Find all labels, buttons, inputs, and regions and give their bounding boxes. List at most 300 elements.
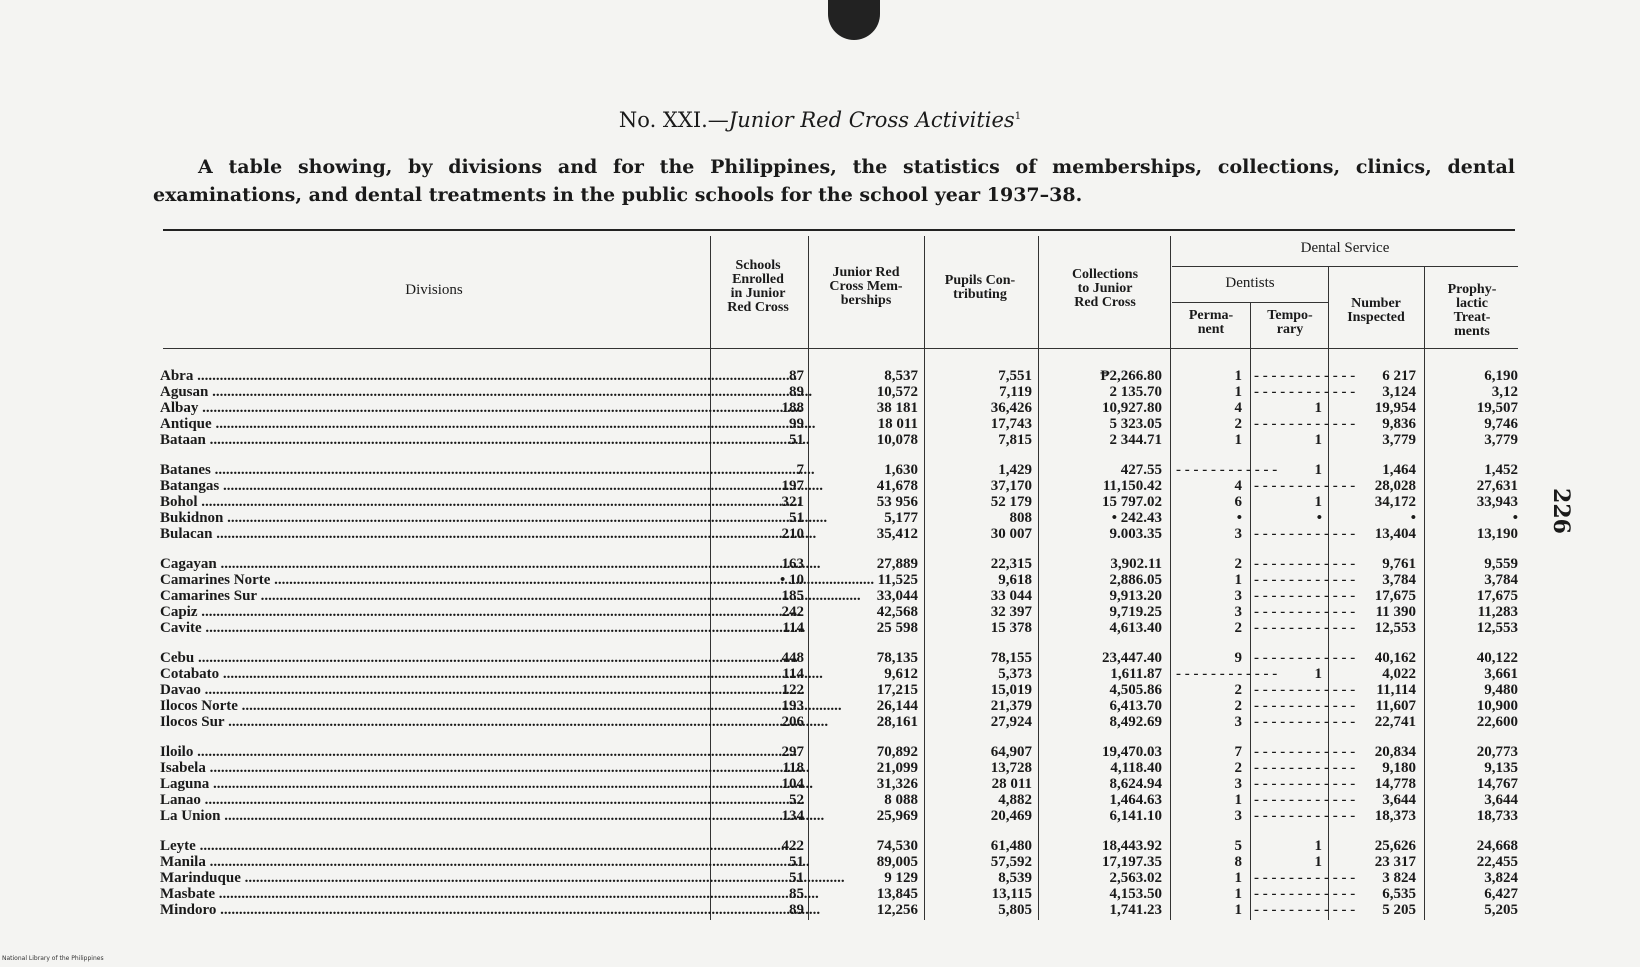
header-prophylactic-line: Prophy-	[1447, 282, 1497, 297]
table-row	[160, 792, 1530, 808]
cell-m: 11,525	[877, 572, 918, 588]
intro-paragraph: A table showing, by divisions and for the Philippines, the statistics of memberships, collections, clinics, dental examinations, and dental treatments in the public schools for the school year 1937–38.	[153, 156, 1515, 206]
division-name: Davao .....	[160, 682, 708, 698]
cell-p: 1,429	[998, 462, 1032, 478]
cell-pe: 8	[1234, 854, 1242, 870]
cell-t: 22,600	[1476, 714, 1518, 730]
cell-t: 12,553	[1476, 620, 1518, 636]
division-name: Leyte .....	[160, 838, 708, 854]
cell-pe: 6	[1234, 494, 1242, 510]
cell-i: 18,373	[1374, 808, 1416, 824]
table-row	[160, 838, 1530, 854]
cell-pe: 1	[1234, 384, 1242, 400]
header-permanent-line: nent	[1197, 322, 1225, 337]
empty-cell-leader: - - - - - - - - - - - -	[1254, 902, 1356, 918]
table-row	[160, 556, 1530, 572]
cell-c: 6,141.10	[1109, 808, 1162, 824]
cell-p: 30 007	[990, 526, 1032, 542]
cell-m: 89,005	[876, 854, 918, 870]
empty-cell-leader: - - - - - - - - - - - -	[1176, 666, 1278, 682]
cell-m: 25,969	[876, 808, 918, 824]
table-row	[160, 808, 1530, 824]
empty-cell-leader: - - - - - - - - - - - -	[1254, 526, 1356, 542]
cell-i: 17,675	[1374, 588, 1416, 604]
table-title	[0, 108, 1640, 132]
empty-cell-leader: - - - - - - - - - - - -	[1254, 792, 1356, 808]
cell-m: 12,256	[876, 902, 918, 918]
cell-s: 197	[781, 478, 804, 494]
table-row	[160, 384, 1530, 400]
division-name: Manila .....	[160, 854, 708, 870]
cell-s: 104	[781, 776, 804, 792]
table-row	[160, 432, 1530, 448]
empty-cell-leader: - - - - - - - - - - - -	[1176, 462, 1278, 478]
empty-cell-leader: - - - - - - - - - - - -	[1254, 368, 1356, 384]
cell-te: 1	[1314, 462, 1322, 478]
table-body	[160, 368, 1530, 932]
header-collections-line: Red Cross	[1074, 295, 1136, 310]
header-memberships-line: berships	[840, 293, 892, 308]
division-name: Laguna .....	[160, 776, 708, 792]
cell-p: 32 397	[990, 604, 1032, 620]
table-row	[160, 666, 1530, 682]
cell-i: 19,954	[1374, 400, 1416, 416]
cell-i: 40,162	[1374, 650, 1416, 666]
cell-c: 10,927.80	[1102, 400, 1162, 416]
cell-t: 20,773	[1476, 744, 1518, 760]
division-name: Batanes .....	[160, 462, 708, 478]
header-temporary-line: rary	[1276, 322, 1304, 337]
table-row	[160, 588, 1530, 604]
division-name: Cebu .....	[160, 650, 708, 666]
cell-i: 6,535	[1382, 886, 1416, 902]
row-group	[160, 368, 1530, 448]
cell-t: 11,283	[1477, 604, 1518, 620]
cell-p: 36,426	[990, 400, 1032, 416]
cell-s: 134	[781, 808, 804, 824]
cell-pe: 1	[1234, 886, 1242, 902]
cell-p: 27,924	[990, 714, 1032, 730]
cell-i: 34,172	[1374, 494, 1416, 510]
cell-s: 51	[789, 432, 804, 448]
division-name: Agusan .....	[160, 384, 708, 400]
table-row	[160, 620, 1530, 636]
header-temporary-line: Tempo-	[1267, 308, 1313, 323]
cell-p: 22,315	[990, 556, 1032, 572]
cell-m: 28,161	[876, 714, 918, 730]
cell-i: 11,607	[1375, 698, 1416, 714]
cell-m: 5,177	[884, 510, 918, 526]
table-row	[160, 494, 1530, 510]
cell-m: 78,135	[876, 650, 918, 666]
division-name: Albay .....	[160, 400, 708, 416]
header-permanent	[1174, 309, 1248, 337]
table-row	[160, 776, 1530, 792]
cell-i: 3,124	[1382, 384, 1416, 400]
cell-t: 3,824	[1484, 870, 1518, 886]
cell-p: 28 011	[991, 776, 1032, 792]
cell-p: 61,480	[990, 838, 1032, 854]
cell-pe: 1	[1234, 368, 1242, 384]
cell-m: 42,568	[876, 604, 918, 620]
cell-m: 17,215	[876, 682, 918, 698]
cell-m: 70,892	[876, 744, 918, 760]
cell-pe: 3	[1234, 714, 1242, 730]
cell-i: 20,834	[1374, 744, 1416, 760]
cell-c: 1,611.87	[1110, 666, 1162, 682]
cell-c: 19,470.03	[1102, 744, 1162, 760]
division-name: Bohol .....	[160, 494, 708, 510]
cell-m: 8 088	[884, 792, 918, 808]
cell-pe: 2	[1234, 556, 1242, 572]
cell-s: 206	[781, 714, 804, 730]
cell-s: 99	[789, 416, 804, 432]
cell-s: 242	[781, 604, 804, 620]
cell-c: 4,153.50	[1109, 886, 1162, 902]
header-prophylactic-line: lactic	[1456, 296, 1488, 311]
empty-cell-leader: - - - - - - - - - - - -	[1254, 650, 1356, 666]
cell-i: 6 217	[1382, 368, 1416, 384]
cell-t: 3,784	[1484, 572, 1518, 588]
header-collections	[1040, 268, 1170, 310]
table-row	[160, 478, 1530, 494]
cell-te: 1	[1314, 666, 1322, 682]
cell-te: 1	[1314, 400, 1322, 416]
table-row	[160, 760, 1530, 776]
cell-t: 18,733	[1476, 808, 1518, 824]
cell-t: 13,190	[1476, 526, 1518, 542]
cell-s: 185	[781, 588, 804, 604]
table-row	[160, 744, 1530, 760]
table-row	[160, 870, 1530, 886]
page-number: 226	[1547, 488, 1574, 534]
cell-p: 9,618	[998, 572, 1032, 588]
cell-c: 15 797.02	[1102, 494, 1162, 510]
cell-pe: 1	[1234, 572, 1242, 588]
cell-c: 4,118.40	[1110, 760, 1162, 776]
cell-p: 78,155	[990, 650, 1032, 666]
cell-s: 89	[789, 384, 804, 400]
cell-t: 3,12	[1491, 384, 1518, 400]
cell-i: •	[1410, 510, 1416, 526]
cell-t: •	[1512, 510, 1518, 526]
division-name: Marinduque .....	[160, 870, 708, 886]
empty-cell-leader: - - - - - - - - - - - -	[1254, 776, 1356, 792]
division-name: Ilocos Norte .....	[160, 698, 708, 714]
row-group	[160, 650, 1530, 730]
cell-s: 297	[781, 744, 804, 760]
header-rule	[1172, 266, 1518, 267]
empty-cell-leader: - - - - - - - - - - - -	[1254, 714, 1356, 730]
empty-cell-leader: - - - - - - - - - - - -	[1254, 384, 1356, 400]
header-collections-line: to Junior	[1077, 281, 1133, 296]
cell-s: 210	[781, 526, 804, 542]
division-name: Antique .....	[160, 416, 708, 432]
cell-t: 10,900	[1476, 698, 1518, 714]
cell-pe: 1	[1234, 432, 1242, 448]
cell-s: 51	[789, 854, 804, 870]
cell-s: 51	[789, 870, 804, 886]
row-group	[160, 838, 1530, 918]
empty-cell-leader: - - - - - - - - - - - -	[1254, 870, 1356, 886]
cell-te: 1	[1314, 838, 1322, 854]
cell-m: 9,612	[884, 666, 918, 682]
cell-c: 427.55	[1120, 462, 1162, 478]
division-name: Mindoro .....	[160, 902, 708, 918]
cell-p: 7,815	[998, 432, 1032, 448]
cell-p: 20,469	[990, 808, 1032, 824]
cell-t: 9,480	[1484, 682, 1518, 698]
cell-t: 9,559	[1484, 556, 1518, 572]
empty-cell-leader: - - - - - - - - - - - -	[1254, 682, 1356, 698]
cell-p: 7,119	[999, 384, 1032, 400]
footer-credit: National Library of the Philippines	[2, 955, 104, 962]
cell-c: 3,902.11	[1110, 556, 1162, 572]
cell-m: 8,537	[884, 368, 918, 384]
cell-t: 6,190	[1484, 368, 1518, 384]
division-name: La Union .....	[160, 808, 708, 824]
header-dentists: Dentists	[1225, 275, 1275, 291]
header-permanent-line: Perma-	[1188, 308, 1234, 323]
cell-m: 35,412	[876, 526, 918, 542]
header-divisions: Divisions	[405, 282, 463, 298]
division-name: Camarines Sur .....	[160, 588, 708, 604]
cell-t: 3,779	[1484, 432, 1518, 448]
cell-c: 9.003.35	[1109, 526, 1162, 542]
cell-s: 422	[781, 838, 804, 854]
cell-i: 13,404	[1374, 526, 1416, 542]
cell-s: 114	[782, 620, 804, 636]
title-prefix: No. XXI.—	[618, 108, 729, 132]
header-prophylactic-line: ments	[1454, 324, 1490, 339]
cell-p: 13,115	[991, 886, 1032, 902]
header-schools	[712, 259, 804, 315]
cell-pe: 3	[1234, 776, 1242, 792]
cell-pe: 9	[1234, 650, 1242, 666]
cell-p: 21,379	[990, 698, 1032, 714]
cell-p: 5,373	[998, 666, 1032, 682]
division-name: Abra .....	[160, 368, 708, 384]
division-name: Cavite .....	[160, 620, 708, 636]
division-name: Batangas .....	[160, 478, 708, 494]
header-schools-line: Schools	[735, 258, 781, 273]
cell-m: 38 181	[876, 400, 918, 416]
cell-pe: 3	[1234, 526, 1242, 542]
cell-t: 9,746	[1484, 416, 1518, 432]
row-group	[160, 556, 1530, 636]
cell-pe: 2	[1234, 682, 1242, 698]
empty-cell-leader: - - - - - - - - - - - -	[1254, 698, 1356, 714]
division-name: Bataan .....	[160, 432, 708, 448]
header-memberships-line: Junior Red	[832, 265, 900, 280]
cell-m: 9 129	[884, 870, 918, 886]
cell-i: 1,464	[1382, 462, 1416, 478]
table-row	[160, 510, 1530, 526]
cell-c: 2,563.02	[1109, 870, 1162, 886]
header-inspected-line: Inspected	[1347, 310, 1405, 325]
table-row	[160, 416, 1530, 432]
cell-m: 41,678	[876, 478, 918, 494]
table-row	[160, 698, 1530, 714]
table-row	[160, 604, 1530, 620]
header-schools-line: Enrolled	[732, 272, 784, 287]
cell-i: 25,626	[1374, 838, 1416, 854]
empty-cell-leader: - - - - - - - - - - - -	[1254, 604, 1356, 620]
cell-pe: 2	[1234, 620, 1242, 636]
cell-m: 31,326	[876, 776, 918, 792]
empty-cell-leader: - - - - - - - - - - - -	[1254, 588, 1356, 604]
cell-pe: •	[1236, 510, 1242, 526]
cell-pe: 3	[1234, 604, 1242, 620]
division-name: Capiz .....	[160, 604, 708, 620]
cell-m: 33,044	[876, 588, 918, 604]
cell-m: 10,572	[876, 384, 918, 400]
cell-c: 5 323.05	[1109, 416, 1162, 432]
cell-pe: 4	[1234, 400, 1242, 416]
cell-s: 89	[789, 902, 804, 918]
cell-t: 1,452	[1484, 462, 1518, 478]
cell-s: 448	[781, 650, 804, 666]
header-prophylactic-line: Treat-	[1453, 310, 1491, 325]
cell-i: 14,778	[1374, 776, 1416, 792]
cell-c: 4,613.40	[1109, 620, 1162, 636]
cell-t: 5,205	[1484, 902, 1518, 918]
table-row	[160, 714, 1530, 730]
cell-s: 321	[781, 494, 804, 510]
table-row	[160, 526, 1530, 542]
cell-pe: 3	[1234, 588, 1242, 604]
cell-s: 122	[781, 682, 804, 698]
cell-t: 33,943	[1476, 494, 1518, 510]
division-name: Ilocos Sur .....	[160, 714, 708, 730]
cell-t: 27,631	[1476, 478, 1518, 494]
header-pupils-line: Pupils Con-	[944, 273, 1016, 288]
cell-pe: 2	[1234, 416, 1242, 432]
cell-t: 14,767	[1476, 776, 1518, 792]
cell-m: 1,630	[884, 462, 918, 478]
header-memberships	[810, 266, 922, 308]
cell-s: 51	[789, 510, 804, 526]
cell-i: 22,741	[1374, 714, 1416, 730]
cell-m: 25 598	[876, 620, 918, 636]
cell-p: 4,882	[998, 792, 1032, 808]
cell-p: 17,743	[990, 416, 1032, 432]
division-name: Iloilo .....	[160, 744, 708, 760]
header-pupils-line: tributing	[953, 287, 1007, 302]
empty-cell-leader: - - - - - - - - - - - -	[1254, 556, 1356, 572]
cell-c: 17,197.35	[1102, 854, 1162, 870]
cell-i: 9,836	[1382, 416, 1416, 432]
cell-m: 26,144	[876, 698, 918, 714]
division-name: Lanao .....	[160, 792, 708, 808]
top-rule	[163, 229, 1515, 231]
title-footnote-mark: 1	[1014, 111, 1022, 122]
cell-s: 85	[789, 886, 804, 902]
cell-t: 6,427	[1484, 886, 1518, 902]
cell-s: 87	[789, 368, 804, 384]
cell-s: 114	[782, 666, 804, 682]
empty-cell-leader: - - - - - - - - - - - -	[1254, 620, 1356, 636]
empty-cell-leader: - - - - - - - - - - - -	[1254, 572, 1356, 588]
cell-pe: 5	[1234, 838, 1242, 854]
cell-t: 24,668	[1476, 838, 1518, 854]
table-row	[160, 854, 1530, 870]
cell-i: 5 205	[1382, 902, 1416, 918]
cell-i: 3 824	[1382, 870, 1416, 886]
cell-c: • 242.43	[1111, 510, 1162, 526]
cell-p: 13,728	[990, 760, 1032, 776]
cell-i: 4,022	[1382, 666, 1416, 682]
cell-p: 52 179	[990, 494, 1032, 510]
cell-c: ₱2,266.80	[1100, 368, 1162, 384]
cell-s: 52	[789, 792, 804, 808]
cell-m: 74,530	[876, 838, 918, 854]
cell-p: 33 044	[990, 588, 1032, 604]
cell-pe: 7	[1234, 744, 1242, 760]
cell-i: 9,180	[1382, 760, 1416, 776]
cell-c: 18,443.92	[1102, 838, 1162, 854]
cell-c: 8,624.94	[1109, 776, 1162, 792]
division-name: Cotabato .....	[160, 666, 708, 682]
cell-c: 6,413.70	[1109, 698, 1162, 714]
table-row	[160, 650, 1530, 666]
cell-te: 1	[1314, 854, 1322, 870]
table-row	[160, 400, 1530, 416]
cell-t: 9,135	[1484, 760, 1518, 776]
cell-te: •	[1316, 510, 1322, 526]
header-dental-service: Dental Service	[1300, 240, 1390, 256]
cell-pe: 4	[1234, 478, 1242, 494]
cell-c: 2 344.71	[1109, 432, 1162, 448]
table-row	[160, 682, 1530, 698]
cell-c: 9,719.25	[1109, 604, 1162, 620]
cell-p: 64,907	[990, 744, 1032, 760]
cell-m: 10,078	[876, 432, 918, 448]
cell-c: 9,913.20	[1109, 588, 1162, 604]
cell-m: 13,845	[876, 886, 918, 902]
cell-p: 37,170	[990, 478, 1032, 494]
ink-blot	[828, 0, 880, 40]
header-inspected	[1330, 297, 1422, 325]
division-name: Bukidnon .....	[160, 510, 708, 526]
cell-pe: 1	[1234, 902, 1242, 918]
cell-c: 11,150.42	[1102, 478, 1162, 494]
cell-p: 5,805	[998, 902, 1032, 918]
cell-m: 18 011	[877, 416, 918, 432]
cell-p: 15,019	[990, 682, 1032, 698]
division-name: Camarines Norte .....	[160, 572, 708, 588]
cell-i: 3,644	[1382, 792, 1416, 808]
cell-i: 3,784	[1382, 572, 1416, 588]
cell-t: 22,455	[1476, 854, 1518, 870]
cell-t: 3,661	[1484, 666, 1518, 682]
cell-c: 1,464.63	[1109, 792, 1162, 808]
cell-i: 11,114	[1376, 682, 1416, 698]
cell-pe: 3	[1234, 808, 1242, 824]
cell-s: • 10	[779, 572, 804, 588]
table-row	[160, 886, 1530, 902]
empty-cell-leader: - - - - - - - - - - - -	[1254, 416, 1356, 432]
title-italic: Junior Red Cross Activities	[728, 108, 1015, 132]
header-pupils	[926, 274, 1034, 302]
cell-pe: 1	[1234, 870, 1242, 886]
cell-pe: 1	[1234, 792, 1242, 808]
cell-p: 15 378	[990, 620, 1032, 636]
cell-i: 3,779	[1382, 432, 1416, 448]
header-bottom-rule	[163, 348, 1518, 349]
cell-t: 17,675	[1476, 588, 1518, 604]
cell-pe: 2	[1234, 760, 1242, 776]
